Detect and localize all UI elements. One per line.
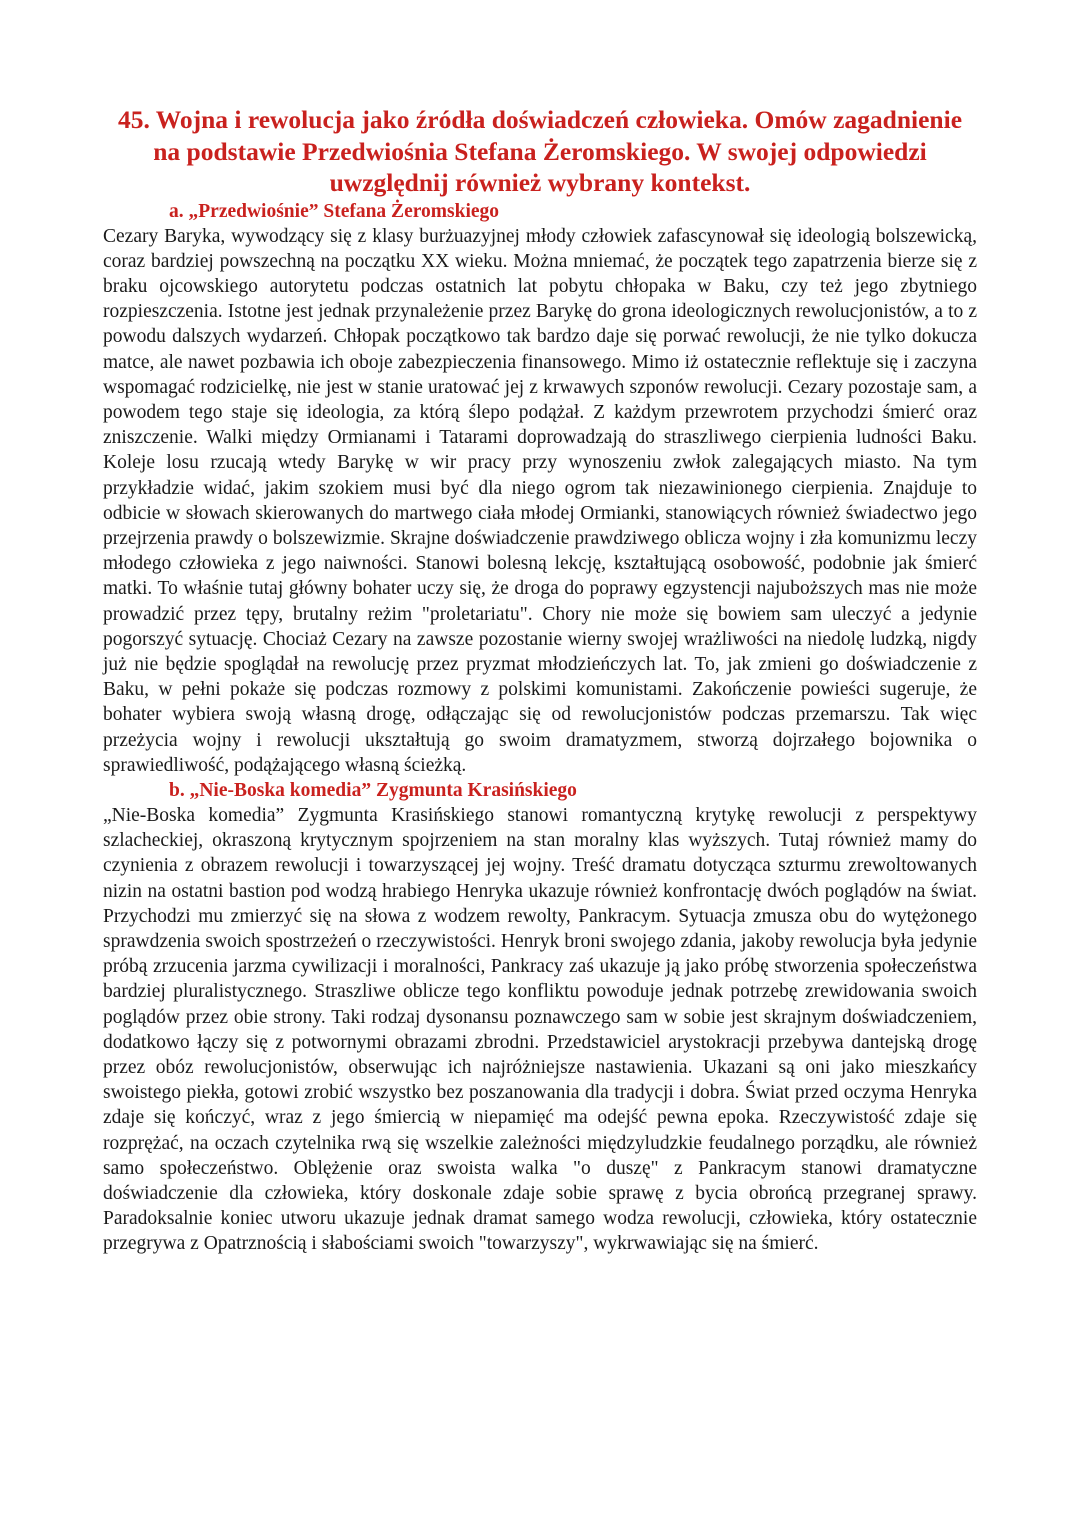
section-paragraph: Cezary Baryka, wywodzący się z klasy burżuazyjnej młody człowiek zafascynował się ideologią bolszewicką, coraz bardziej powszechną na początku XX wieku. Można mniemać, że początek tego zapatrzenia bierze się z braku ojcowskiego autorytetu podczas ostatnich lat pobytu chłopaka w Baku, czy też jego zbytniego rozpieszczenia. Istotne jest jednak przynależenie przez Barykę do grona ideologicznych rewolucjonistów, a to z powodu dalszych wydarzeń. Chłopak początkowo tak bardzo daje się porwać rewolucji, że nie tylko dokucza matce, ale nawet pozbawia ich oboje zabezpieczenia finansowego. Mimo iż ostatecznie reflektuje się i zaczyna wspomagać rodzicielkę, nie jest w stanie uratować jej z krwawych szponów rewolucji. Cezary pozostaje sam, a powodem tego staje się ideologia, za którą ślepo podążał. Z każdym przewrotem przychodzi śmierć oraz zniszczenie. Walki między Ormianami i Tatarami doprowadzają do straszliwego cierpienia ludności Baku. Koleje losu rzucają wtedy Barykę w wir pracy przy wynoszeniu zwłok zalegających miasto. Na tym przykładzie widać, jakim szokiem musi być dla niego ogrom tak niezawinionego cierpienia. Znajduje to odbicie w słowach skierowanych do martwego ciała młodej Ormianki, stanowiących również świadectwo jego przejrzenia prawdy o bolszewizmie. Skrajne doświadczenie prawdziwego oblicza wojny i zła komunizmu leczy młodego człowieka z jego naiwności. Stanowi bolesną lekcję, kształtującą osobowość, podobnie jak śmierć matki. To właśnie tutaj główny bohater uczy się, że droga do poprawy egzystencji najuboższych mas nie może prowadzić przez tępy, brutalny reżim "proletariatu". Chory nie może się bowiem sam uleczyć a jedynie pogorszyć sytuację. Chociaż Cezary na zawsze pozostanie wierny swojej wrażliwości na niedolę ludzką, nigdy już nie będzie spoglądał na rewolucję przez pryzmat młodzieńczych lat. To, jak zmieni go doświadczenie z Baku, w pełni pokaże się podczas rozmowy z polskimi komunistami. Zakończenie powieści sugeruje, że bohater wybiera swoją własną drogę, odłączając się od rewolucjonistów podczas przemarszu. Tak więc przeżycia wojny i rewolucji ukształtują go swoim dramatyzmem, stworzą dojrzałego bojownika o sprawiedliwość, podążającego własną ścieżką. xyxy=(103,225,977,776)
section-przedwiosnie xyxy=(103,199,977,778)
section-heading: a. „Przedwiośnie” Stefana Żeromskiego xyxy=(169,200,500,222)
document-page xyxy=(103,104,977,1257)
section-heading: b. „Nie-Boska komedia” Zygmunta Krasińskiego xyxy=(169,779,577,801)
page-title: 45. Wojna i rewolucja jako źródła doświadczeń człowieka. Omów zagadnienie na podstawie Przedwiośnia Stefana Żeromskiego. W swojej odpowiedzi uwzględnij również wybrany kontekst. xyxy=(117,105,963,197)
section-nie-boska-komedia xyxy=(103,778,977,1257)
section-paragraph: „Nie-Boska komedia” Zygmunta Krasińskiego stanowi romantyczną krytykę rewolucji z perspektywy szlacheckiej, okraszoną krytycznym spojrzeniem na stan moralny klas wyższych. Tutaj również mamy do czynienia z obrazem rewolucji i towarzyszącej jej wojny. Treść dramatu dotycząca szturmu zrewoltowanych nizin na ostatni bastion pod wodzą hrabiego Henryka ukazuje również konfrontację dwóch poglądów na świat. Przychodzi mu zmierzyć się na słowa z wodzem rewolty, Pankracym. Sytuacja zmusza obu do wytężonego sprawdzenia swoich spostrzeżeń o rzeczywistości. Henryk broni swojego zdania, jakoby rewolucja była jedynie próbą zrzucenia jarzma cywilizacji i moralności, Pankracy zaś ukazuje ją jako próbę stworzenia społeczeństwa bardziej pluralistycznego. Straszliwe oblicze tego konfliktu powoduje jednak potrzebę zrewidowania swoich poglądów przez obie strony. Taki rodzaj dysonansu poznawczego sam w sobie jest skrajnym doświadczeniem, dodatkowo łączy się z potwornymi obrazami zbrodni. Przedstawiciel arystokracji przebywa dantejską drogę przez obóz rewolucjonistów, obserwując ich najróżniejsze nastawienia. Ukazani są oni jako mieszkańcy swoistego piekła, gotowi zrobić wszystko bez poszanowania dla tradycji i dobra. Świat przed oczyma Henryka zdaje się kończyć, wraz z jego śmiercią w niepamięć ma odejść pewna epoka. Rzeczywistość zdaje się rozprężać, na oczach czytelnika rwą się wszelkie zależności międzyludzkie feudalnego porządku, ale również samo społeczeństwo. Oblężenie oraz swoista walka "o duszę" z Pankracym stanowi dramatyczne doświadczenie dla człowieka, który doskonale zdaje sobie sprawę z bycia obrońcą przegranej sprawy. Paradoksalnie koniec utworu ukazuje jednak dramat samego wodza rewolucji, człowieka, który ostatecznie przegrywa z Opatrznością i słabościami swoich "towarzyszy", wykrwawiając się na śmierć. xyxy=(103,804,977,1255)
